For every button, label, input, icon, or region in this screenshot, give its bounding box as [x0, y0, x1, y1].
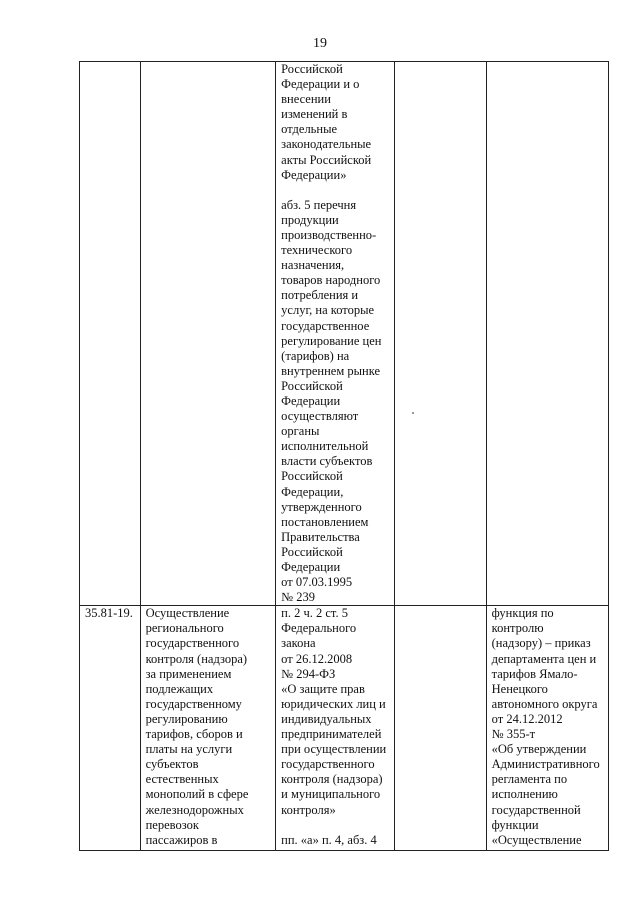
function-name-cell [140, 62, 276, 606]
legal-basis-text: абз. 5 перечня продукции производственно- технического назначения, товаров народного потребления и услуг, на которые государственное регулирование цен (тарифов) на внутреннем рынке Российской Федерации осуществляют органы исполнительной власти субъектов Российской Федерации, утвержденного постановлением Правительства Российской Федерации от 07.03.1995 № 239 [281, 197, 382, 605]
paragraph-gap [281, 183, 388, 198]
legal-basis-text: п. 2 ч. 2 ст. 5 Федерального закона от 26.12.2008 № 294-ФЗ «О защите прав юридических лиц и индивидуальных предпринимателей при осуществлении государственного контроля (надзора) и муниципального контроля» [281, 606, 387, 817]
legal-basis-cell [276, 606, 395, 851]
empty-cell [395, 606, 486, 851]
paragraph-gap [281, 818, 388, 833]
table-row [80, 606, 609, 851]
legal-basis-text: Российской Федерации и о внесении изменений в отдельные законодательные акты Российской Федерации» [281, 62, 372, 182]
page-number: 19 [313, 36, 327, 51]
table-row [80, 62, 609, 606]
legal-basis-text: пп. «а» п. 4, абз. 4 [281, 832, 377, 847]
legal-basis-cell [276, 62, 395, 606]
scan-speck [412, 412, 414, 414]
function-name-cell: Осуществление регионального государственного контроля (надзора) за применением подлежащих государственному регулированию тарифов, сборов и платы на услуги субъектов естественных монополий в сфере железнодорожных перевозок пассажиров в [140, 606, 276, 851]
regulation-table [79, 61, 609, 851]
row-number-cell: 35.81-19. [80, 606, 141, 851]
regulation-cell [486, 62, 608, 606]
empty-cell [395, 62, 486, 606]
row-number-cell [80, 62, 141, 606]
regulation-cell: функция по контролю (надзору) – приказ департамента цен и тарифов Ямало- Ненецкого автономного округа от 24.12.2012 № 355-т «Об утверждении Административного регламента по исполнению государственной функции «Осуществление [486, 606, 608, 851]
